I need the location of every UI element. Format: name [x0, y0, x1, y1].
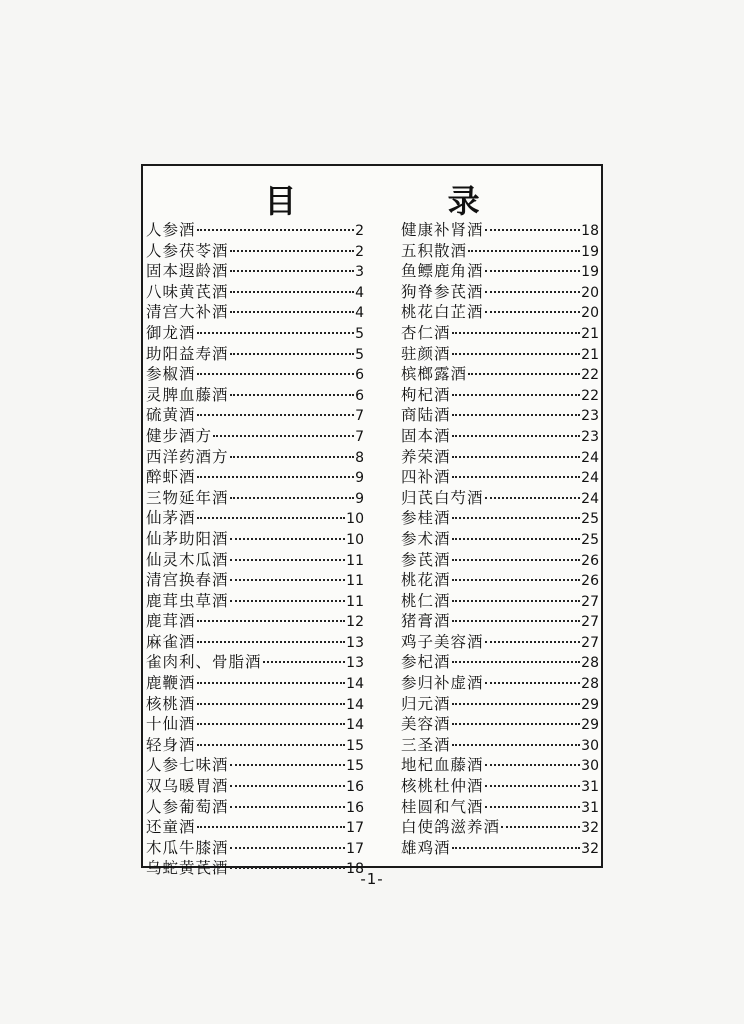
toc-entry-page: 30: [581, 758, 599, 775]
toc-entry-title: 雀肉利、骨脂酒: [146, 653, 262, 672]
toc-entry: [146, 403, 364, 424]
toc-entry: [401, 753, 599, 774]
toc-entry-title: 助阳益寿酒: [146, 344, 229, 363]
toc-entry-title: 白使鸽滋养酒: [401, 818, 501, 837]
toc-leader-dots: [230, 456, 355, 458]
toc-leader-dots: [485, 229, 581, 231]
toc-leader-dots: [468, 373, 580, 375]
toc-entry-title: 驻颜酒: [401, 344, 451, 363]
toc-entry-title: 双乌暖胃酒: [146, 777, 229, 796]
toc-entry-page: 26: [581, 573, 599, 590]
toc-leader-dots: [452, 353, 581, 355]
toc-entry: [401, 692, 599, 713]
toc-entry-page: 28: [581, 655, 599, 672]
toc-leader-dots: [485, 641, 581, 643]
toc-leader-dots: [230, 311, 355, 313]
toc-leader-dots: [197, 744, 346, 746]
toc-column-right: [401, 218, 599, 856]
toc-entry-title: 桃花白芷酒: [401, 303, 484, 322]
toc-entry: [146, 630, 364, 651]
toc-entry-page: 27: [581, 634, 599, 651]
toc-entry-title: 鹿茸酒: [146, 612, 196, 631]
toc-leader-dots: [230, 394, 355, 396]
toc-leader-dots: [230, 291, 355, 293]
toc-entry-page: 18: [581, 223, 599, 239]
toc-leader-dots: [230, 806, 346, 808]
toc-entry: [146, 506, 364, 527]
toc-leader-dots: [452, 600, 581, 602]
toc-entry-page: 14: [346, 717, 364, 734]
toc-entry: [146, 424, 364, 445]
toc-entry-page: 2: [355, 243, 364, 260]
toc-entry-page: 22: [581, 367, 599, 384]
toc-entry-title: 鹿鞭酒: [146, 674, 196, 693]
toc-leader-dots: [197, 414, 355, 416]
toc-entry-title: 还童酒: [146, 818, 196, 837]
toc-entry-title: 归芪白芍酒: [401, 488, 484, 507]
toc-entry-page: 17: [346, 820, 364, 837]
toc-entry-title: 杏仁酒: [401, 323, 451, 342]
toc-leader-dots: [230, 579, 346, 581]
toc-entry-page: 19: [581, 243, 599, 260]
toc-entry: [146, 465, 364, 486]
toc-leader-dots: [452, 579, 581, 581]
toc-entry-title: 仙茅酒: [146, 509, 196, 528]
toc-entry-page: 21: [581, 325, 599, 342]
toc-entry: [146, 795, 364, 816]
toc-entry-page: 32: [581, 820, 599, 837]
toc-entry-title: 枸杞酒: [401, 385, 451, 404]
toc-entry: [146, 342, 364, 363]
toc-leader-dots: [230, 497, 355, 499]
toc-entry-title: 灵脾血藤酒: [146, 385, 229, 404]
toc-entry-page: 17: [346, 840, 364, 857]
toc-entry-page: 11: [346, 573, 364, 590]
toc-entry: [401, 280, 599, 301]
toc-entry-title: 地杞血藤酒: [401, 756, 484, 775]
toc-leader-dots: [452, 661, 581, 663]
toc-entry: [401, 527, 599, 548]
toc-entry-title: 鹿茸虫草酒: [146, 591, 229, 610]
toc-entry-title: 清宫换春酒: [146, 571, 229, 590]
toc-entry: [401, 650, 599, 671]
toc-entry-title: 参椒酒: [146, 365, 196, 384]
toc-entry-page: 13: [346, 634, 364, 651]
toc-entry: [401, 630, 599, 651]
toc-entry-title: 仙灵木瓜酒: [146, 550, 229, 569]
toc-leader-dots: [197, 517, 346, 519]
toc-leader-dots: [452, 847, 581, 849]
toc-entry: [401, 671, 599, 692]
toc-entry: [146, 733, 364, 754]
toc-entry-page: 2: [355, 223, 364, 239]
toc-entry-title: 雄鸡酒: [401, 838, 451, 857]
toc-leader-dots: [230, 764, 346, 766]
toc-entry-title: 参归补虚酒: [401, 674, 484, 693]
toc-entry-title: 狗脊参芪酒: [401, 282, 484, 301]
toc-entry-page: 12: [346, 614, 364, 631]
toc-leader-dots: [485, 497, 581, 499]
toc-leader-dots: [197, 620, 346, 622]
toc-entry-title: 固本酒: [401, 426, 451, 445]
toc-entry: [146, 218, 364, 239]
toc-entry-title: 固本遐龄酒: [146, 262, 229, 281]
toc-entry: [401, 506, 599, 527]
toc-leader-dots: [230, 785, 346, 787]
toc-entry-page: 10: [346, 511, 364, 528]
toc-entry-title: 御龙酒: [146, 323, 196, 342]
toc-entry: [146, 568, 364, 589]
page-title: 目 录: [264, 182, 550, 220]
toc-entry: [401, 733, 599, 754]
toc-entry: [401, 609, 599, 630]
toc-entry: [401, 815, 599, 836]
toc-entry-page: 27: [581, 593, 599, 610]
toc-entry: [401, 300, 599, 321]
toc-entry-page: 10: [346, 531, 364, 548]
toc-entry: [401, 218, 599, 239]
toc-leader-dots: [485, 311, 581, 313]
toc-entry-page: 14: [346, 676, 364, 693]
toc-entry-page: 9: [355, 470, 364, 487]
toc-entry-title: 八味黄芪酒: [146, 282, 229, 301]
toc-entry-title: 参桂酒: [401, 509, 451, 528]
toc-entry: [401, 445, 599, 466]
toc-entry-title: 核桃酒: [146, 694, 196, 713]
toc-entry: [401, 321, 599, 342]
toc-leader-dots: [452, 703, 581, 705]
toc-leader-dots: [452, 744, 581, 746]
toc-entry-page: 6: [355, 387, 364, 404]
toc-entry-page: 30: [581, 737, 599, 754]
toc-entry-page: 6: [355, 367, 364, 384]
toc-entry: [146, 712, 364, 733]
toc-entry-title: 桃仁酒: [401, 591, 451, 610]
toc-entry-page: 7: [355, 428, 364, 445]
toc-leader-dots: [452, 394, 581, 396]
toc-entry-title: 木瓜牛膝酒: [146, 838, 229, 857]
toc-leader-dots: [501, 826, 580, 828]
toc-entry-title: 桃花酒: [401, 571, 451, 590]
toc-entry-title: 五积散酒: [401, 241, 468, 260]
toc-entry: [146, 321, 364, 342]
toc-entry: [401, 342, 599, 363]
toc-entry-page: 5: [355, 346, 364, 363]
toc-entry: [146, 671, 364, 692]
toc-leader-dots: [468, 250, 580, 252]
toc-entry-title: 桂圆和气酒: [401, 797, 484, 816]
toc-entry-page: 27: [581, 614, 599, 631]
toc-entry: [146, 815, 364, 836]
toc-entry: [401, 774, 599, 795]
toc-entry-title: 美容酒: [401, 715, 451, 734]
toc-entry-title: 参术酒: [401, 529, 451, 548]
toc-entry-page: 25: [581, 511, 599, 528]
toc-entry-page: 16: [346, 799, 364, 816]
toc-entry-title: 醉虾酒: [146, 468, 196, 487]
toc-entry: [146, 486, 364, 507]
toc-entry-page: 15: [346, 737, 364, 754]
toc-entry: [146, 527, 364, 548]
toc-entry-title: 人参酒: [146, 221, 196, 239]
toc-leader-dots: [452, 538, 581, 540]
toc-entry-page: 31: [581, 799, 599, 816]
toc-leader-dots: [452, 456, 581, 458]
toc-entry-title: 鱼鳔鹿角酒: [401, 262, 484, 281]
toc-entry-page: 11: [346, 593, 364, 610]
toc-leader-dots: [452, 476, 581, 478]
toc-leader-dots: [452, 517, 581, 519]
toc-leader-dots: [485, 806, 581, 808]
toc-entry-page: 24: [581, 470, 599, 487]
toc-entry-title: 三圣酒: [401, 735, 451, 754]
toc-leader-dots: [230, 847, 346, 849]
toc-entry: [401, 424, 599, 445]
toc-entry-title: 硫黄酒: [146, 406, 196, 425]
toc-entry-title: 养荣酒: [401, 447, 451, 466]
toc-entry-title: 清宫大补酒: [146, 303, 229, 322]
toc-entry-title: 健步酒方: [146, 426, 213, 445]
toc-entry-title: 人参葡萄酒: [146, 797, 229, 816]
toc-entry-page: 24: [581, 490, 599, 507]
toc-leader-dots: [452, 414, 581, 416]
toc-leader-dots: [452, 559, 581, 561]
toc-entry-title: 西洋药酒方: [146, 447, 229, 466]
toc-entry-title: 核桃杜仲酒: [401, 777, 484, 796]
toc-entry: [401, 589, 599, 610]
toc-leader-dots: [485, 682, 581, 684]
toc-entry: [146, 445, 364, 466]
toc-entry: [146, 300, 364, 321]
toc-entry: [146, 836, 364, 857]
page-number: -1-: [360, 870, 384, 888]
toc-entry: [401, 362, 599, 383]
toc-entry: [401, 568, 599, 589]
toc-entry-page: 21: [581, 346, 599, 363]
toc-entry-title: 归元酒: [401, 694, 451, 713]
toc-entry-page: 26: [581, 552, 599, 569]
toc-entry: [401, 486, 599, 507]
toc-entry-page: 15: [346, 758, 364, 775]
toc-entry: [146, 280, 364, 301]
toc-leader-dots: [197, 826, 346, 828]
toc-entry-page: 29: [581, 696, 599, 713]
toc-entry-page: 18: [346, 861, 364, 878]
toc-entry: [146, 774, 364, 795]
toc-entry-page: 3: [355, 264, 364, 281]
toc-leader-dots: [197, 682, 346, 684]
toc-entry-title: 四补酒: [401, 468, 451, 487]
toc-entry: [146, 589, 364, 610]
toc-entry-page: 11: [346, 552, 364, 569]
toc-entry: [146, 650, 364, 671]
toc-entry-page: 23: [581, 428, 599, 445]
toc-entry: [146, 259, 364, 280]
toc-leader-dots: [197, 703, 346, 705]
toc-entry: [146, 239, 364, 260]
toc-leader-dots: [197, 641, 346, 643]
toc-entry: [146, 362, 364, 383]
toc-entry: [401, 836, 599, 857]
toc-leader-dots: [230, 600, 346, 602]
toc-entry-title: 猪膏酒: [401, 612, 451, 631]
toc-entry-title: 乌蛇黄芪酒: [146, 859, 229, 878]
toc-leader-dots: [263, 661, 346, 663]
toc-entry: [401, 712, 599, 733]
toc-leader-dots: [485, 785, 581, 787]
toc-entry-title: 人参七味酒: [146, 756, 229, 775]
toc-leader-dots: [230, 353, 355, 355]
toc-entry-page: 20: [581, 284, 599, 301]
toc-entry: [146, 609, 364, 630]
toc-leader-dots: [230, 559, 346, 561]
toc-entry-page: 5: [355, 325, 364, 342]
toc-entry-page: 28: [581, 676, 599, 693]
toc-entry: [146, 383, 364, 404]
toc-entry-title: 麻雀酒: [146, 632, 196, 651]
toc-entry: [401, 259, 599, 280]
toc-entry-title: 仙茅助阳酒: [146, 529, 229, 548]
toc-leader-dots: [452, 620, 581, 622]
toc-leader-dots: [197, 476, 355, 478]
toc-leader-dots: [230, 538, 346, 540]
toc-entry: [146, 753, 364, 774]
toc-entry-page: 20: [581, 305, 599, 322]
toc-leader-dots: [213, 435, 354, 437]
toc-entry-page: 4: [355, 305, 364, 322]
toc-entry-title: 商陆酒: [401, 406, 451, 425]
toc-leader-dots: [485, 764, 581, 766]
toc-entry: [146, 548, 364, 569]
toc-leader-dots: [197, 229, 355, 231]
toc-entry: [401, 465, 599, 486]
toc-entry-page: 31: [581, 779, 599, 796]
toc-entry-page: 32: [581, 840, 599, 857]
toc-entry-title: 鸡子美容酒: [401, 632, 484, 651]
toc-leader-dots: [230, 250, 355, 252]
toc-entry-title: 人参茯苓酒: [146, 241, 229, 260]
toc-entry-page: 25: [581, 531, 599, 548]
toc-leader-dots: [485, 270, 581, 272]
toc-entry-page: 7: [355, 408, 364, 425]
toc-entry: [401, 239, 599, 260]
toc-entry-page: 16: [346, 779, 364, 796]
toc-entry-title: 参芪酒: [401, 550, 451, 569]
toc-entry-title: 槟榔露酒: [401, 365, 468, 384]
toc-entry: [146, 692, 364, 713]
toc-leader-dots: [230, 270, 355, 272]
toc-entry-page: 13: [346, 655, 364, 672]
toc-entry-title: 十仙酒: [146, 715, 196, 734]
toc-entry-page: 14: [346, 696, 364, 713]
toc-entry: [401, 403, 599, 424]
toc-entry-page: 23: [581, 408, 599, 425]
toc-entry-page: 29: [581, 717, 599, 734]
toc-frame: [141, 164, 603, 878]
toc-leader-dots: [452, 435, 581, 437]
toc-column-left: [146, 218, 364, 877]
toc-leader-dots: [197, 723, 346, 725]
toc-entry: [401, 795, 599, 816]
toc-entry-title: 参杞酒: [401, 653, 451, 672]
toc-leader-dots: [452, 723, 581, 725]
toc-entry-title: 三物延年酒: [146, 488, 229, 507]
toc-entry: [401, 383, 599, 404]
toc-entry-title: 轻身酒: [146, 735, 196, 754]
toc-leader-dots: [485, 291, 581, 293]
toc-entry-page: 19: [581, 264, 599, 281]
toc-leader-dots: [452, 332, 581, 334]
toc-leader-dots: [197, 332, 355, 334]
toc-entry-page: 9: [355, 490, 364, 507]
toc-leader-dots: [197, 373, 355, 375]
toc-entry-page: 22: [581, 387, 599, 404]
toc-entry-page: 4: [355, 284, 364, 301]
toc-entry-page: 8: [355, 449, 364, 466]
toc-entry-title: 健康补肾酒: [401, 221, 484, 239]
toc-entry-page: 24: [581, 449, 599, 466]
toc-entry: [401, 548, 599, 569]
